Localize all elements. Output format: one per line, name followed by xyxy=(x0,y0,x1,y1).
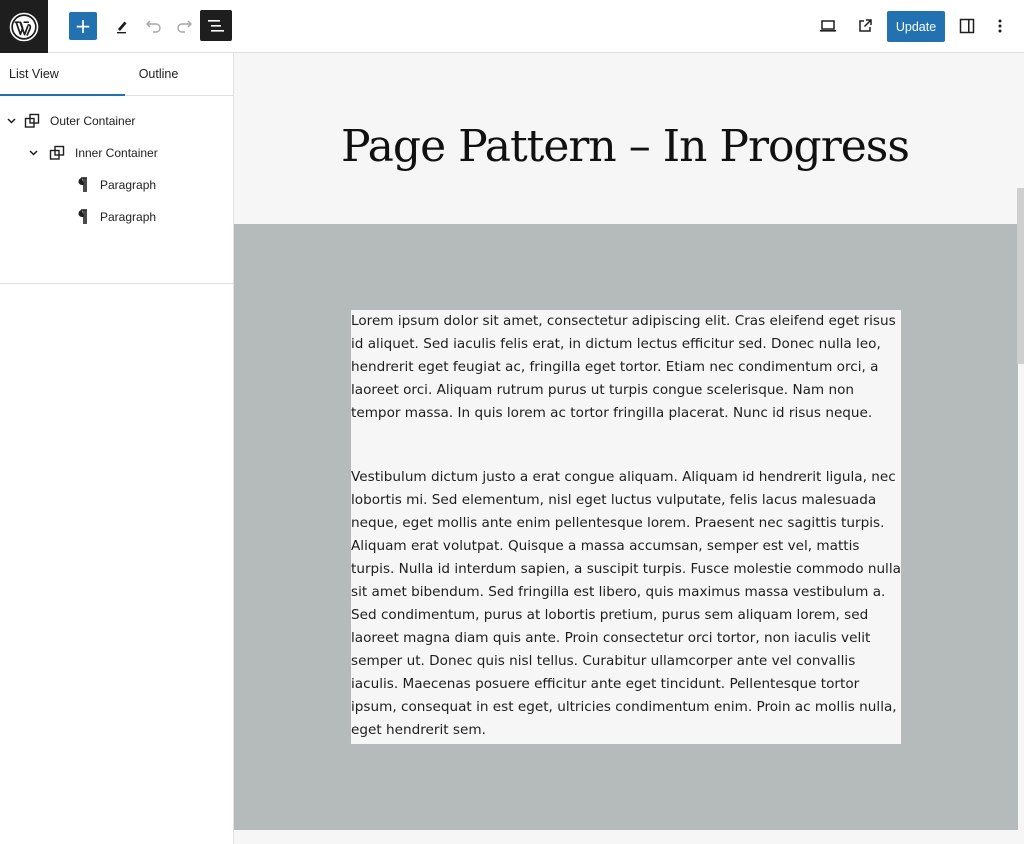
more-options-icon xyxy=(998,19,1002,33)
tab-outline[interactable]: Outline xyxy=(138,67,179,81)
list-item-outer-container[interactable] xyxy=(0,107,233,135)
undo-icon xyxy=(145,19,163,33)
chevron-down-icon[interactable] xyxy=(5,115,17,127)
outer-container-block[interactable] xyxy=(234,224,1018,830)
paragraph-block[interactable]: Lorem ipsum dolor sit amet, consectetur adipiscing elit. Cras eleifend eget risus id aliquet. Sed iaculis felis erat, in dictum lectus efficitur sed. Donec nulla leo, hendrerit eget feugiat ac, fringilla eget tortor. Etiam nec condimentum orci, a laoreet orci. Aliquam rutrum purus ut turpis congue scelerisque. Nam non tempor massa. In quis lorem ac tortor fringilla placerat. Nunc id risus neque. xyxy=(351,313,896,421)
preview-button[interactable] xyxy=(814,12,842,40)
sidebar-tabs xyxy=(0,53,233,96)
inner-container-block[interactable] xyxy=(351,310,901,744)
list-item-label: Inner Container xyxy=(75,146,158,160)
list-item-inner-container[interactable] xyxy=(0,139,233,167)
sidebar-settings-icon xyxy=(959,18,975,34)
paragraph-icon xyxy=(73,208,91,226)
list-view-button[interactable] xyxy=(200,10,232,41)
list-item-label: Paragraph xyxy=(100,178,157,192)
update-button[interactable]: Update xyxy=(887,11,945,42)
chevron-down-icon[interactable] xyxy=(27,147,39,159)
block-tree xyxy=(0,96,233,284)
paragraph-block[interactable]: Vestibulum dictum justo a erat congue aliquam. Aliquam id hendrerit ligula, nec lobortis mi. Sed elementum, nisl eget luctus vulputate, felis lacus malesuada neque, eget mollis ante enim pellentesque lorem. Praesent nec sagittis turpis. Aliquam erat volutpat. Quisque a massa accumsan, semper est vel, mattis turpis. Nulla id interdum sapien, a suscipit turpis. Fusce molestie commodo nulla sit amet bibendum. Sed fringilla est libero, quis maximus massa vestibulum a. Sed condimentum, purus at lobortis pretium, purus sem aliquam lorem, sed laoreet magna diam quis ante. Proin consectetur orci tortor, non iaculis velit semper ut. Donec quis nisl tellus. Curabitur ullamcorper ante vel convallis iaculis. Maecenas posuere efficitur ante eget tincidunt. Pellentesque tortor ipsum, consequat in est eget, ultricies condimentum enim. Proin ac mollis nulla, eget hendrerit sem. xyxy=(351,469,901,738)
list-item-paragraph[interactable] xyxy=(0,203,233,231)
group-icon xyxy=(23,112,41,130)
external-link-icon xyxy=(857,18,873,34)
view-page-button[interactable] xyxy=(851,12,879,40)
page-title[interactable]: Page Pattern – In Progress xyxy=(341,121,909,172)
tools-button[interactable] xyxy=(108,12,136,40)
add-block-button[interactable] xyxy=(69,12,97,40)
editor-header xyxy=(0,0,1024,53)
list-view-icon xyxy=(207,19,225,33)
wordpress-logo-button[interactable] xyxy=(0,0,48,53)
paragraph-icon xyxy=(73,176,91,194)
tab-list-view[interactable]: List View xyxy=(0,53,125,95)
list-item-label: Outer Container xyxy=(50,114,136,128)
desktop-preview-icon xyxy=(819,19,837,33)
redo-button[interactable] xyxy=(170,12,198,40)
canvas-scrollbar[interactable] xyxy=(1017,188,1024,364)
list-item-paragraph[interactable] xyxy=(0,171,233,199)
plus-icon: + xyxy=(74,14,92,38)
list-view-sidebar xyxy=(0,53,234,844)
pencil-icon xyxy=(114,18,130,34)
editor-canvas[interactable] xyxy=(234,53,1024,844)
options-button[interactable] xyxy=(986,12,1014,40)
group-icon xyxy=(48,144,66,162)
wordpress-logo-icon xyxy=(9,12,39,42)
settings-sidebar-button[interactable] xyxy=(953,12,981,40)
undo-button[interactable] xyxy=(140,12,168,40)
list-item-label: Paragraph xyxy=(100,210,157,224)
redo-icon xyxy=(175,19,193,33)
